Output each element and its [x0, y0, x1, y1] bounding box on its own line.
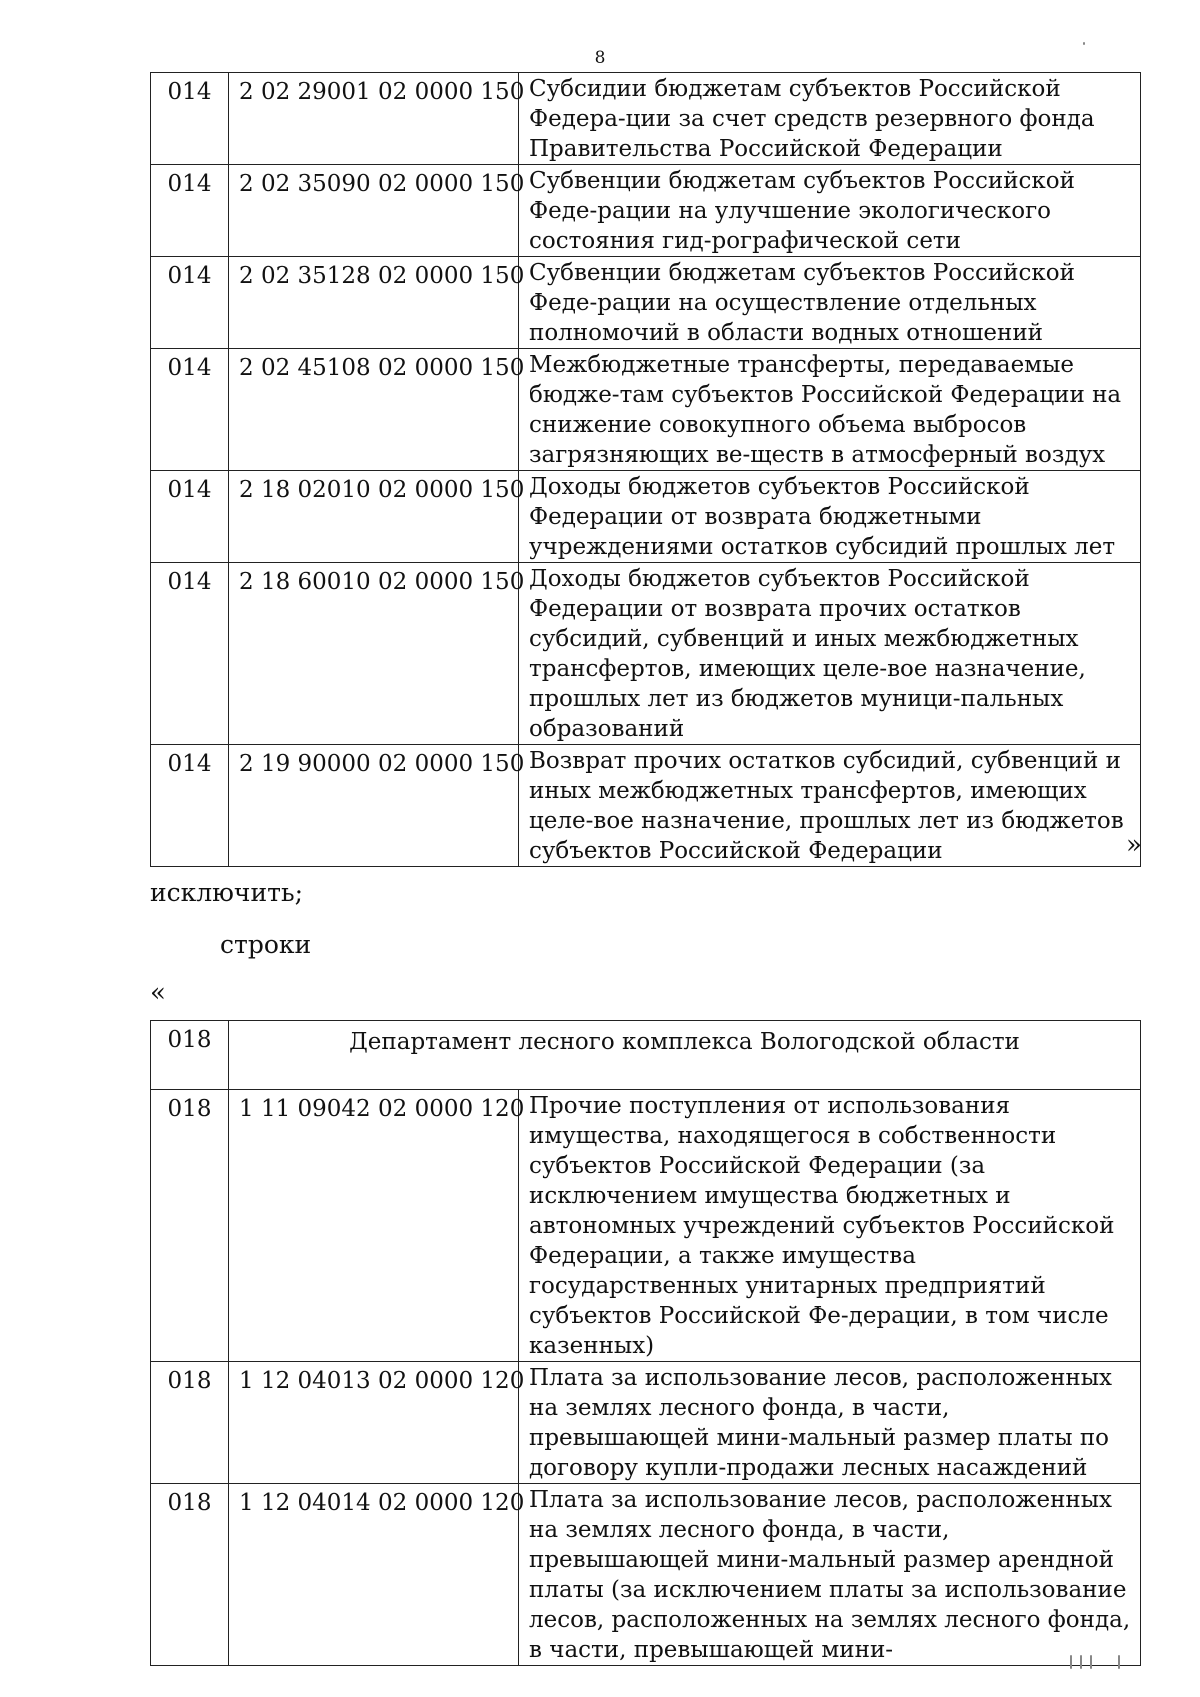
closing-quote: » — [1126, 830, 1142, 860]
description-cell: Плата за использование лесов, расположенных на землях лесного фонда, в части, превышающей мини-мальный размер платы по договору купли-продажи лесных насаждений — [519, 1362, 1141, 1484]
budget-code-cell: 1 11 09042 02 0000 120 — [229, 1090, 519, 1362]
scan-speck — [1090, 1655, 1092, 1669]
budget-code-cell: 2 02 45108 02 0000 150 — [229, 349, 519, 471]
department-title: Департамент лесного комплекса Вологодской области — [229, 1021, 1141, 1090]
scan-speck — [1080, 1655, 1082, 1669]
admin-code-cell: 014 — [151, 745, 229, 867]
description-cell: Межбюджетные трансферты, передаваемые бюдже-там субъектов Российской Федерации на снижение совокупного объема выбросов загрязняющих ве-ществ в атмосферный воздух — [519, 349, 1141, 471]
admin-code-cell: 014 — [151, 471, 229, 563]
scan-speck — [1118, 1655, 1120, 1669]
admin-code-cell: 018 — [151, 1021, 229, 1090]
description-cell: Субвенции бюджетам субъектов Российской Феде-рации на улучшение экологического состояния гид-рографической сети — [519, 165, 1141, 257]
description-cell: Доходы бюджетов субъектов Российской Федерации от возврата прочих остатков субсидий, субвенций и иных межбюджетных трансфертов, имеющих целе-вое назначение, прошлых лет из бюджетов муници-пальных образований — [519, 563, 1141, 745]
admin-code-cell: 014 — [151, 563, 229, 745]
table-row — [151, 563, 1141, 745]
table-row — [151, 471, 1141, 563]
budget-code-cell: 2 02 35128 02 0000 150 — [229, 257, 519, 349]
admin-code-cell: 018 — [151, 1090, 229, 1362]
table-row — [151, 165, 1141, 257]
page-number: 8 — [594, 48, 606, 68]
admin-code-cell: 018 — [151, 1362, 229, 1484]
budget-codes-table-bottom — [150, 1020, 1141, 1666]
budget-code-cell: 2 19 90000 02 0000 150 — [229, 745, 519, 867]
table-row — [151, 349, 1141, 471]
budget-code-cell: 2 18 60010 02 0000 150 — [229, 563, 519, 745]
budget-codes-table-top — [150, 72, 1141, 867]
exclude-instruction: исключить; — [150, 878, 303, 907]
description-cell: Плата за использование лесов, расположенных на землях лесного фонда, в части, превышающей мини-мальный размер арендной платы (за исключением платы за использование лесов, расположенных на землях лесного фонда, в части, превышающей мини- — [519, 1484, 1141, 1666]
admin-code-cell: 014 — [151, 165, 229, 257]
opening-quote: « — [150, 978, 166, 1008]
description-cell: Доходы бюджетов субъектов Российской Федерации от возврата бюджетными учреждениями остатков субсидий прошлых лет — [519, 471, 1141, 563]
table-row — [151, 257, 1141, 349]
admin-code-cell: 014 — [151, 73, 229, 165]
admin-code-cell: 014 — [151, 257, 229, 349]
admin-code-cell: 018 — [151, 1484, 229, 1666]
lines-instruction: строки — [220, 930, 312, 959]
scan-speck — [1083, 42, 1085, 45]
budget-code-cell: 2 18 02010 02 0000 150 — [229, 471, 519, 563]
description-cell: Субвенции бюджетам субъектов Российской Феде-рации на осуществление отдельных полномочий в области водных отношений — [519, 257, 1141, 349]
description-cell: Прочие поступления от использования имущества, находящегося в собственности субъектов Российской Федерации (за исключением имущества бюджетных и автономных учреждений субъектов Российской Федерации, а также имущества государственных унитарных предприятий субъектов Российской Фе-дерации, в том числе казенных) — [519, 1090, 1141, 1362]
budget-code-cell: 2 02 29001 02 0000 150 — [229, 73, 519, 165]
description-cell: Субсидии бюджетам субъектов Российской Федера-ции за счет средств резервного фонда Правительства Российской Федерации — [519, 73, 1141, 165]
department-header-row — [151, 1021, 1141, 1090]
admin-code-cell: 014 — [151, 349, 229, 471]
table-row — [151, 1484, 1141, 1666]
budget-code-cell: 2 02 35090 02 0000 150 — [229, 165, 519, 257]
budget-code-cell: 1 12 04014 02 0000 120 — [229, 1484, 519, 1666]
description-cell: Возврат прочих остатков субсидий, субвенций и иных межбюджетных трансфертов, имеющих целе-вое назначение, прошлых лет из бюджетов субъектов Российской Федерации — [519, 745, 1141, 867]
table-row — [151, 73, 1141, 165]
budget-code-cell: 1 12 04013 02 0000 120 — [229, 1362, 519, 1484]
table-row — [151, 745, 1141, 867]
table-row — [151, 1362, 1141, 1484]
scan-speck — [1070, 1655, 1072, 1669]
table-row — [151, 1090, 1141, 1362]
